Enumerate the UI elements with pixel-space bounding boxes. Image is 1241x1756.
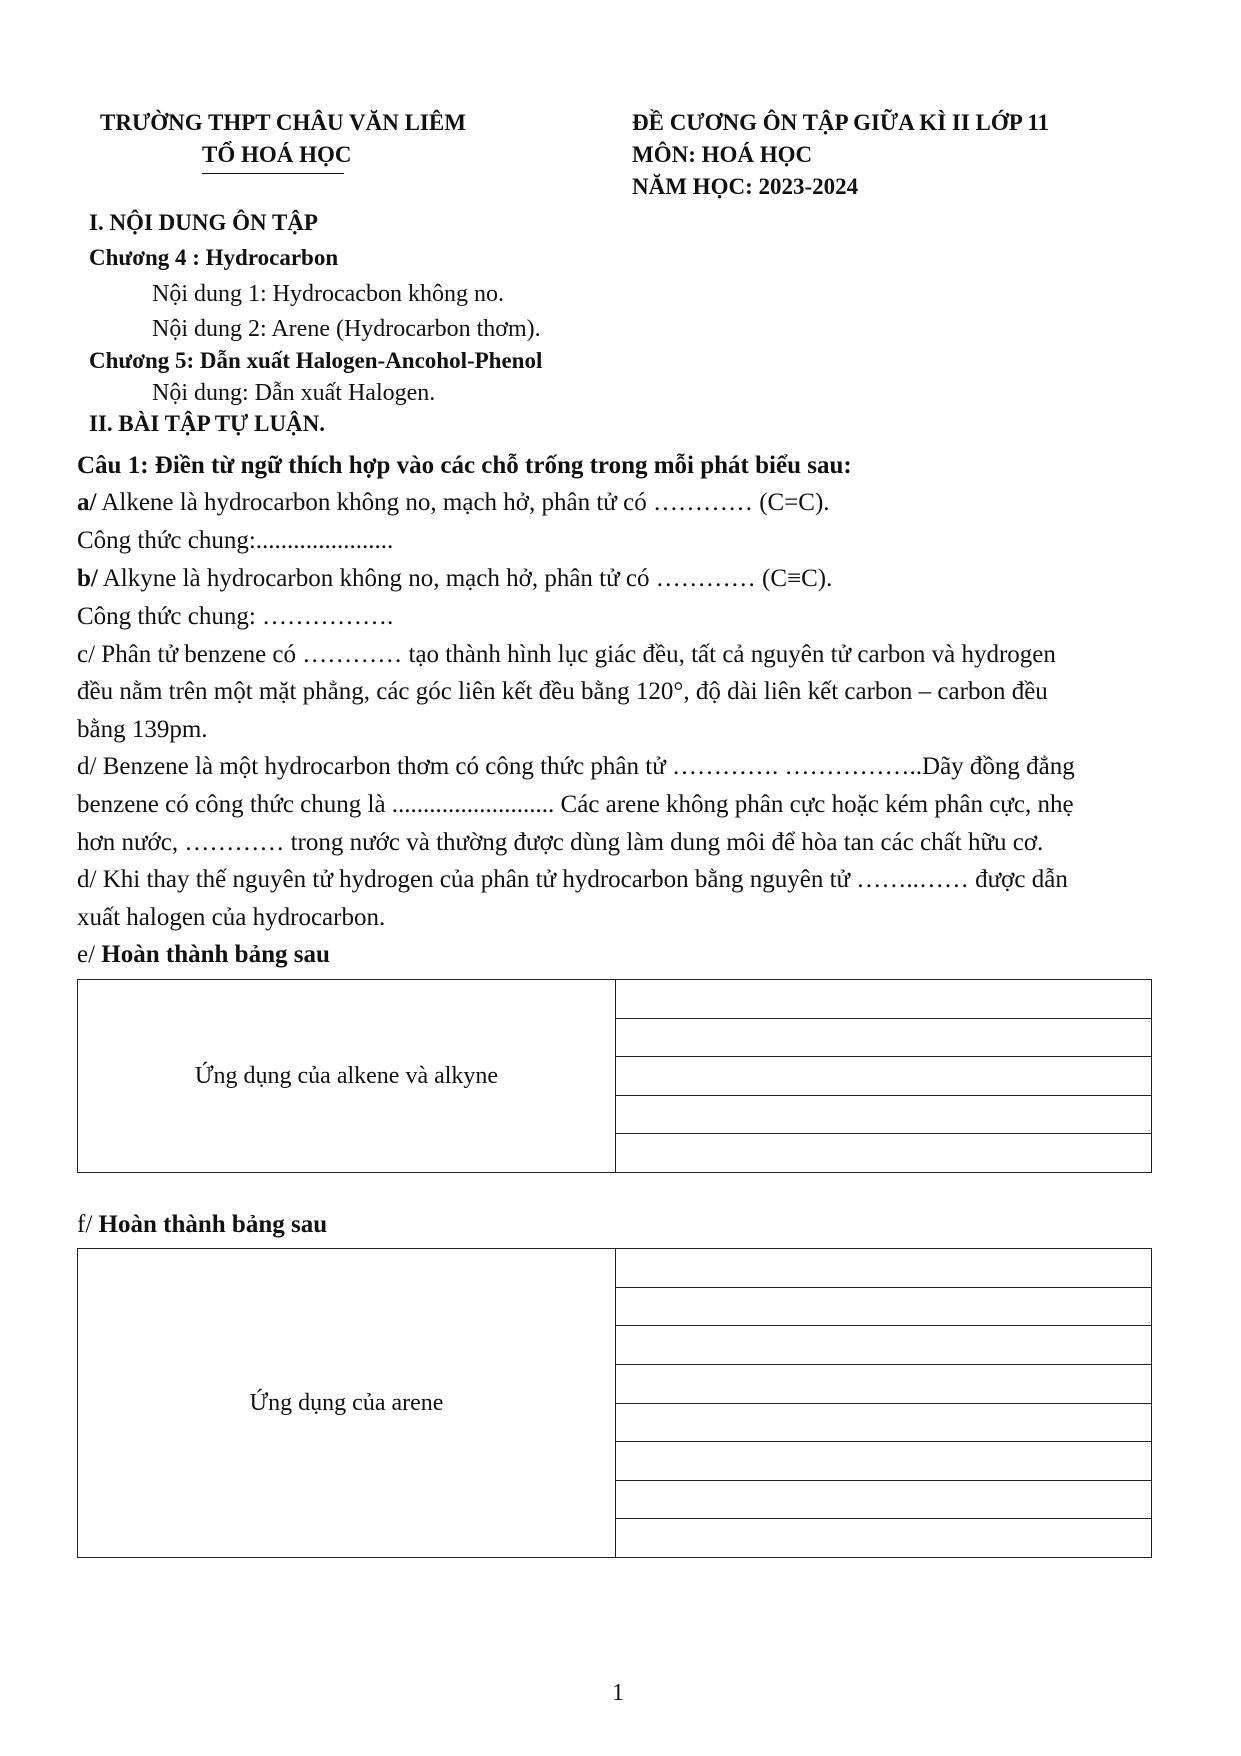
school-name: TRƯỜNG THPT CHÂU VĂN LIÊM [100, 110, 466, 135]
q1-c-line1: c/ Phân tử benzene có ………… tạo thành hình lục giác đều, tất cả nguyên tử carbon và hydrogen [77, 641, 1056, 668]
table-f-answer-row[interactable] [616, 1481, 1151, 1520]
q1-e-title: Hoàn thành bảng sau [95, 941, 330, 968]
q1-f-title: Hoàn thành bảng sau [92, 1211, 328, 1238]
q1-c-line2: đều nằm trên một mặt phẳng, các góc liên kết đều bằng 120°, độ dài liên kết carbon – carbon đều [77, 678, 1048, 705]
q1-f-label: f/ [77, 1211, 93, 1238]
table-e [77, 979, 1152, 1173]
q1-e-heading [77, 941, 330, 969]
department-name: TỔ HOÁ HỌC [202, 142, 352, 167]
q1-b-formula: Công thức chung: ……………. [77, 603, 394, 630]
table-f-answer-row[interactable] [616, 1249, 1151, 1288]
q1-a-formula: Công thức chung:...................... [77, 527, 394, 554]
table-f [77, 1248, 1152, 1558]
q1-d1-line1: d/ Benzene là một hydrocarbon thơm có công thức phân tử …………. ……………..Dãy đồng đẳng [77, 753, 1075, 780]
chapter4-item1: Nội dung 1: Hydrocacbon không no. [152, 281, 504, 307]
table-f-answer-row[interactable] [616, 1442, 1151, 1481]
subject-line: MÔN: HOÁ HỌC [632, 142, 813, 167]
chapter5-heading: Chương 5: Dẫn xuất Halogen-Ancohol-Phenol [89, 348, 543, 373]
question1-title: Câu 1: Điền từ ngữ thích hợp vào các chỗ trống trong mỗi phát biểu sau: [77, 452, 852, 479]
q1-c-line3: bằng 139pm. [77, 716, 208, 743]
q1-b-label: b/ [77, 565, 98, 592]
section2-title: II. BÀI TẬP TỰ LUẬN. [89, 411, 326, 436]
table-f-answer-row[interactable] [616, 1365, 1151, 1404]
table-e-answer-row[interactable] [616, 1134, 1151, 1172]
table-e-answer-column [616, 980, 1151, 1172]
table-f-answer-row[interactable] [616, 1519, 1151, 1557]
table-e-answer-row[interactable] [616, 1019, 1151, 1058]
q1-d1-line2: benzene có công thức chung là .......................... Các arene không phân cực hoặc kém phân cực, nhẹ [77, 791, 1074, 818]
q1-b-text: Alkyne là hydrocarbon không no, mạch hở, phân tử có ………… (C≡C). [97, 565, 833, 592]
q1-b-statement [77, 565, 832, 593]
department-underline [202, 173, 344, 174]
q1-f-heading [77, 1211, 327, 1239]
table-f-answer-column [616, 1249, 1151, 1557]
school-year: NĂM HỌC: 2023-2024 [632, 174, 859, 199]
chapter5-item1: Nội dung: Dẫn xuất Halogen. [152, 380, 436, 406]
table-f-label: Ứng dụng của arene [249, 1389, 444, 1416]
table-e-answer-row[interactable] [616, 1096, 1151, 1135]
page-number: 1 [612, 1680, 624, 1706]
table-f-answer-row[interactable] [616, 1326, 1151, 1365]
chapter4-item2: Nội dung 2: Arene (Hydrocarbon thơm). [152, 316, 541, 342]
table-e-label-cell [78, 980, 616, 1172]
table-e-answer-row[interactable] [616, 1057, 1151, 1096]
q1-a-text: Alkene là hydrocarbon không no, mạch hở, phân tử có ………… (C=C). [96, 489, 830, 516]
q1-d2-line2: xuất halogen của hydrocarbon. [77, 904, 386, 931]
q1-e-label: e/ [77, 941, 96, 968]
q1-a-statement [77, 489, 830, 517]
chapter4-heading: Chương 4 : Hydrocarbon [89, 245, 339, 270]
table-f-answer-row[interactable] [616, 1288, 1151, 1327]
table-e-label: Ứng dụng của alkene và alkyne [194, 1062, 499, 1089]
exam-title: ĐỀ CƯƠNG ÔN TẬP GIỮA KÌ II LỚP 11 [632, 110, 1050, 135]
table-e-answer-row[interactable] [616, 980, 1151, 1019]
section1-title: I. NỘI DUNG ÔN TẬP [89, 210, 318, 235]
table-f-label-cell [78, 1249, 616, 1557]
table-f-answer-row[interactable] [616, 1404, 1151, 1443]
q1-d1-line3: hơn nước, ………… trong nước và thường được dùng làm dung môi để hòa tan các chất hữu cơ. [77, 829, 1044, 856]
q1-d2-line1: d/ Khi thay thế nguyên tử hydrogen của phân tử hydrocarbon bằng nguyên tử ……..…… được dẫn [77, 866, 1068, 893]
q1-a-label: a/ [77, 489, 97, 516]
